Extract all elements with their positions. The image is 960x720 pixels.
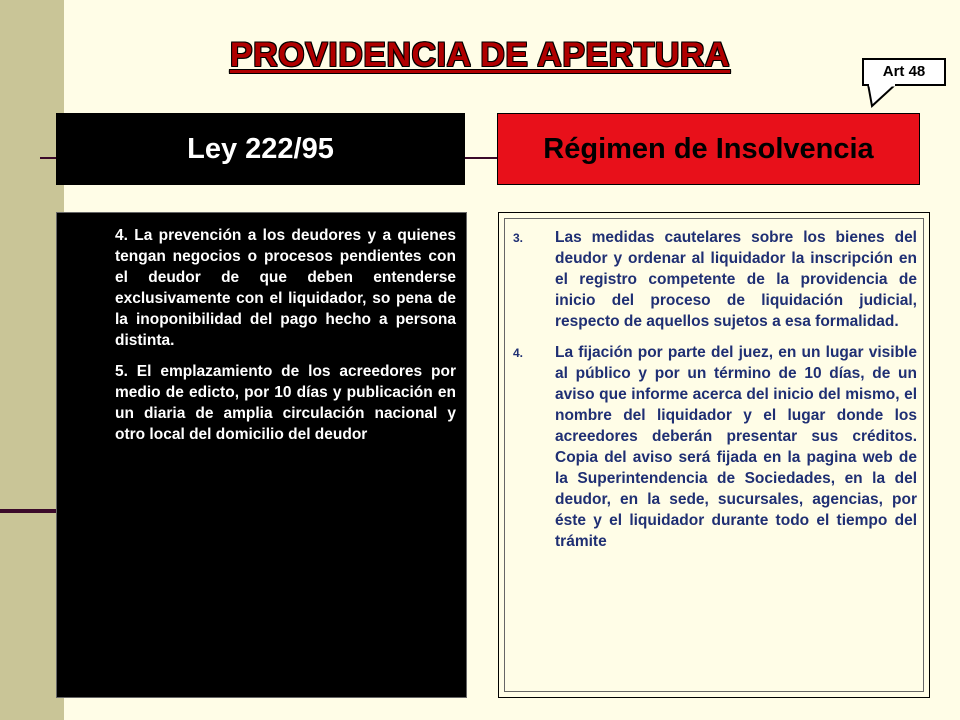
left-content-panel <box>56 212 467 698</box>
right-content-panel <box>498 212 930 698</box>
right-item-number: 4. <box>513 346 524 360</box>
left-header-label: Ley 222/95 <box>187 132 334 165</box>
right-item-number: 3. <box>513 231 524 245</box>
right-header-label: Régimen de Insolvencia <box>543 132 874 165</box>
right-panel-inner-border <box>504 218 924 692</box>
right-item-text: La fijación por parte del juez, en un lugar visible al público y por un término de 10 días, de un aviso que informe acerca del inicio del mismo, el nombre del liquidador y el lugar donde los acreedores deberán presentar sus créditos. Copia del aviso será fijada en la pagina web de la Superintendencia de Sociedades, en la del deudor, en la sede, sucursales, agencias, por éste y el liquidador durante todo el tiempo del trámite <box>555 344 917 550</box>
callout-tail-icon <box>864 84 904 108</box>
right-header <box>497 113 920 185</box>
right-item <box>513 227 917 332</box>
article-callout: Art 48 <box>862 58 946 86</box>
right-item-text: Las medidas cautelares sobre los bienes del deudor y ordenar al liquidador la inscripción en el registro competente de la providencia de inicio del proceso de liquidación judicial, respecto de aquellos sujetos a esa formalidad. <box>555 229 917 330</box>
slide-title: PROVIDENCIA DE APERTURA <box>229 36 731 74</box>
left-header <box>56 113 465 185</box>
left-item: 4. La prevención a los deudores y a quienes tengan negocios o procesos pendientes con el deudor de que deben entenderse exclusivamente con el liquidador, so pena de la inoponibilidad del pago hecho a persona distinta. <box>115 227 456 349</box>
header-connector-middle <box>465 157 499 159</box>
left-item: 5. El emplazamiento de los acreedores por medio de edicto, por 10 días y publicación en un diaria de amplia circulación nacional y otro local del domicilio del deudor <box>115 363 456 443</box>
right-item <box>513 342 917 552</box>
decorative-sidebar <box>0 0 64 720</box>
decorative-line <box>0 509 60 513</box>
